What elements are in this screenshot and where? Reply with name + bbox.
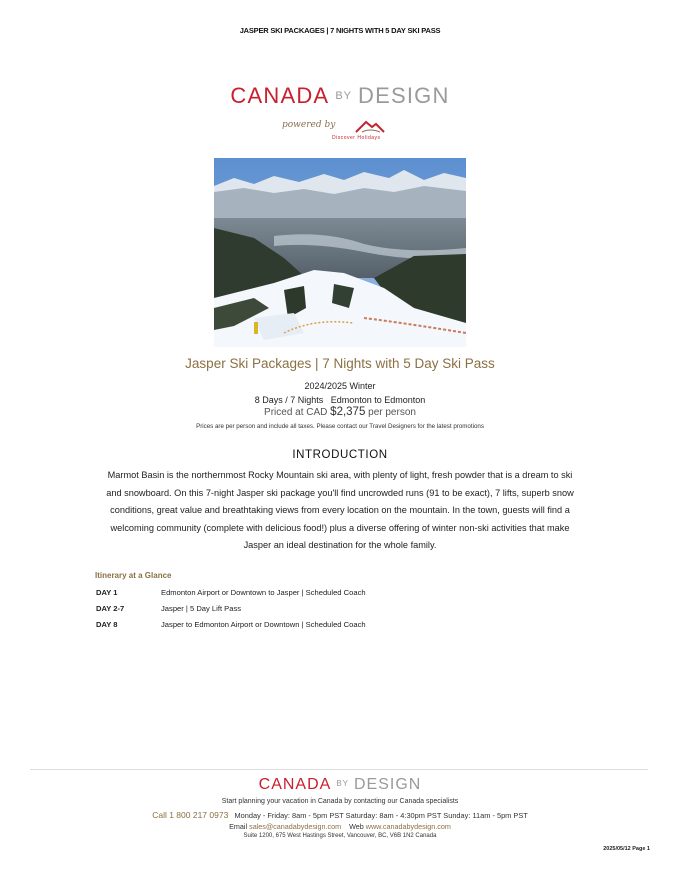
- season: 2024/2025 Winter: [304, 381, 376, 391]
- powered-by-badge: [282, 118, 402, 146]
- route: Edmonton to Edmonton: [330, 395, 426, 405]
- footer-address: Suite 1200, 675 West Hastings Street, Vancouver, BC, V6B 1N2 Canada: [243, 833, 437, 839]
- itinerary-row: [96, 588, 366, 597]
- mountain-logo-icon: [340, 118, 400, 136]
- itinerary-desc: Jasper to Edmonton Airport or Downtown | Scheduled Coach: [161, 620, 366, 629]
- itinerary-row: [96, 620, 366, 629]
- footer-logo-design: DESIGN: [354, 776, 422, 793]
- footer-logo-by: BY: [336, 779, 349, 788]
- itinerary-heading: Itinerary at a Glance: [95, 571, 172, 580]
- web-label: Web: [349, 822, 364, 831]
- email-link[interactable]: sales@canadabydesign.com: [249, 822, 342, 831]
- trip-details: [0, 395, 680, 405]
- partner-name: Discover Holidays: [332, 135, 381, 141]
- price-note: Prices are per person and include all taxes. Please contact our Travel Designers for the latest promotions: [196, 423, 484, 430]
- intro-text: Marmot Basin is the northernmost Rocky Mountain ski area, with plenty of light, fresh powder that is a dream to ski and snowboard. On this 7-night Jasper ski package you'll find uncrowded runs (91 to be exact), 7 lifts, superb snow conditions, great value and breathtaking views from every location on the mountain. In the town, guests will find a welcoming community (complete with delicious food!) plus a diverse offering of winter non-ski activities that make Jasper an ideal destination for the whole family.: [106, 470, 574, 550]
- phone-link[interactable]: Call 1 800 217 0973: [152, 810, 229, 820]
- footer-contact: [0, 810, 680, 820]
- page-number: 2025/05/12 Page 1: [603, 846, 650, 852]
- ski-slope-photo: [214, 158, 466, 347]
- price-per: per person: [368, 407, 416, 418]
- itinerary-day: DAY 2-7: [96, 604, 125, 613]
- powered-by-text: powered by: [282, 120, 336, 130]
- logo-design: DESIGN: [358, 83, 450, 108]
- price-line: [0, 406, 680, 418]
- package-title: Jasper Ski Packages | 7 Nights with 5 Day Ski Pass: [185, 356, 495, 371]
- price-value: $2,375: [330, 406, 366, 418]
- office-hours: Monday - Friday: 8am - 5pm PST Saturday: 8am - 4:30pm PST Sunday: 11am - 5pm PST: [234, 811, 528, 820]
- document-title: JASPER SKI PACKAGES | 7 NIGHTS WITH 5 DAY SKI PASS: [239, 26, 441, 35]
- duration: 8 Days / 7 Nights: [254, 395, 324, 405]
- footer-logo-canada: CANADA: [258, 776, 332, 793]
- web-link[interactable]: www.canadabydesign.com: [365, 822, 451, 831]
- footer-logo: [0, 776, 680, 794]
- itinerary-day: DAY 8: [96, 620, 118, 629]
- logo-by: BY: [335, 90, 352, 102]
- footer-tagline: Start planning your vacation in Canada by contacting our Canada specialists: [221, 798, 459, 805]
- brand-logo: [0, 83, 680, 109]
- itinerary-day: DAY 1: [96, 588, 118, 597]
- itinerary-row: [96, 604, 241, 613]
- footer-links: [0, 822, 680, 831]
- email-label: Email: [229, 822, 248, 831]
- intro-heading: INTRODUCTION: [292, 449, 388, 461]
- priced-label: Priced at CAD: [264, 407, 328, 418]
- logo-canada: CANADA: [230, 83, 330, 108]
- itinerary-desc: Edmonton Airport or Downtown to Jasper | Scheduled Coach: [161, 588, 366, 597]
- itinerary-desc: Jasper | 5 Day Lift Pass: [161, 604, 242, 613]
- footer-divider: [30, 769, 648, 770]
